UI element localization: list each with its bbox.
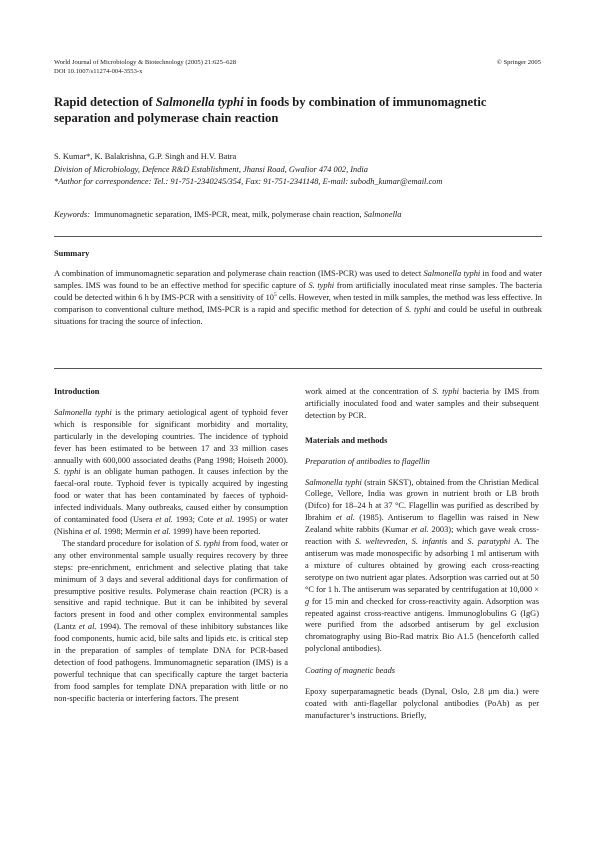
- antibodies-subheading: Preparation of antibodies to flagellin: [305, 456, 430, 466]
- title-species: Salmonella typhi: [155, 95, 244, 109]
- summary-text: A combination of immunomagnetic separation and polymerase chain reaction (IMS-PCR) was used to detect Salmonella typhi in food and water samples. IMS was found to be an effective method for specific capture of S. typhi from artificially inoculated meat rinse samples. The bacteria could be detected within 6 h by IMS-PCR with a sensitivity of $10^5$ cells. However, when tested in milk samples, the method was less effective. In comparison to conventional culture method, IMS-PCR is a rapid and specific method for detection of S. typhi and could be useful in outbreak situations for tracing the source of infection.: [54, 269, 542, 327]
- introduction-heading: Introduction: [54, 387, 100, 396]
- authors: S. Kumar*, K. Balakrishna, G.P. Singh and H.V. Batra: [54, 152, 237, 161]
- antibodies-paragraph: Salmonella typhi (strain SKST), obtained from the Christian Medical College, Vellore, India was grown in nutrient broth or LB broth (Difco) for 18–24 h at 37 °C. Flagellin was purified as described by Ibrahim et al. (1985). Antiserum to flagellin was raised in New Zealand white rabbits (Kumar et al. 2003); which gave weak cross-reaction with S. weltevreden, S. infantis and S. paratyphi A. The antiserum was made monospecific by adsorbing 1 ml antiserum with a mixture of cultures obtained by growing each cross-reacting serotype on two nutrient agar plates. Adsorption was carried out at 50 °C for 1 h. The antiserum was separated by centrifugation at 10,000 × g for 15 min and checked for cross-reactivity again. Adsorption was repeated against cross-reactive antigens. Immunoglobulins G (IgG) were purified from the adsorbed antiserum by gel exclusion chromatography using Bio-Rad matrix Bio A1.5 (henceforth called polyclonal antibodies).: [305, 477, 539, 654]
- doi: DOI 10.1007/s11274-004-3553-x: [54, 68, 143, 75]
- title-part1: Rapid detection of: [54, 95, 156, 109]
- intro-continuation: work aimed at the concentration of S. typhi bacteria by IMS from artificially inoculated food and water samples and their subsequent detection by PCR.: [305, 387, 539, 420]
- title-part2: in foods by combination of immunomagnetic separation and polymerase chain reaction: [54, 95, 487, 125]
- beads-subheading: Coating of magnetic beads: [305, 666, 396, 676]
- beads-paragraph: Epoxy superparamagnetic beads (Dynal, Oslo, 2.8 μm dia.) were coated with anti-flagellar polyclonal antibodies (PoAb) as per manufacturer’s instructions. Briefly,: [305, 687, 539, 720]
- summary-heading: Summary: [54, 249, 90, 258]
- methods-heading: Materials and methods: [305, 435, 388, 445]
- right-column: [305, 386, 539, 722]
- keywords-text: Immunomagnetic separation, IMS-PCR, meat, milk, polymerase chain reaction,: [94, 210, 364, 219]
- correspondence: *Author for correspondence: Tel.: 91-751-2340245/354, Fax: 91-751-2341148, E-mail: subodh_kumar@email.com: [54, 177, 443, 186]
- keywords: [54, 209, 401, 220]
- keywords-italic: Salmonella: [363, 210, 402, 219]
- affiliation: Division of Microbiology, Defence R&D Establishment, Jhansi Road, Gwalior 474 002, India: [54, 165, 368, 174]
- divider-bottom: [54, 368, 542, 369]
- divider-top: [54, 236, 542, 237]
- intro-paragraph-2: The standard procedure for isolation of S. typhi from food, water or any other environmental sample usually requires recovery by three steps: pre-enrichment, enrichment and selective plating that take minimum of 3 days and several additional days for confirmation of presumptive positive results. Polymerase chain reaction (PCR) is a sensitive and rapid technique. But it can be inhibited by several factors present in food and other complex environmental samples (Lantz et al. 1994). The removal of these inhibitory substances like food components, humic acid, bile salts and lipids etc. is critical step in the preparation of samples of template DNA for PCR-based detection of food pathogens. Immunomagnetic separation (IMS) is a powerful technique that can specifically capture the target bacteria from food samples for template DNA preparation with little or no non-specific bacteria or interfering factors. The present: [54, 538, 289, 703]
- copyright: © Springer 2005: [496, 59, 541, 66]
- intro-paragraph-1: Salmonella typhi is the primary aetiological agent of typhoid fever which is responsible for significant morbidity and mortality, particularly in the developing countries. The incidence of typhoid fever has been estimated to be between 17 and 33 million cases annually with 600,000 associated deaths (Pang 1998; Hoiseth 2000). S. typhi is an obligate human pathogen. It causes infection by the faecal-oral route. Typhoid fever is typically acquired by ingesting food or water that has been contaminated by faeces of typhoid-infected individuals. Many outbreaks, caused either by consumption of contaminated food (Usera et al. 1993; Cote et al. 1995) or water (Nishina et al. 1998; Mermin et al. 1999) have been reported.: [54, 407, 288, 536]
- article-title: [54, 95, 534, 126]
- left-column: [54, 386, 288, 705]
- keywords-label: Keywords:: [54, 210, 90, 219]
- journal-citation: World Journal of Microbiology & Biotechnology (2005) 21:625–628: [54, 59, 237, 66]
- journal-header: [54, 58, 236, 76]
